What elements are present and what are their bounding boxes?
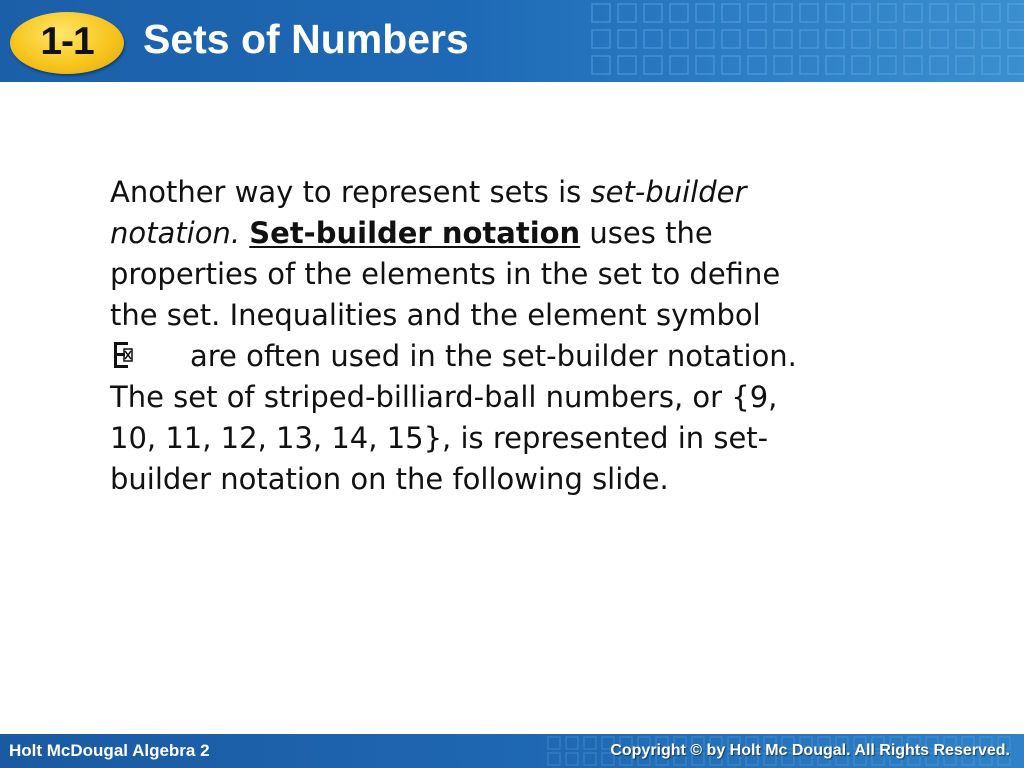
body-line-7: 10, 11, 12, 13, 14, 15}, is represented in set- (110, 421, 769, 455)
slide-title: Sets of Numbers (143, 16, 469, 62)
footer-book-title: Holt McDougal Algebra 2 (9, 741, 210, 760)
element-symbol-icon (110, 340, 136, 370)
header-grid-pattern (584, 0, 1024, 82)
slide-header (0, 0, 1024, 82)
body-line-3: properties of the elements in the set to define (110, 257, 781, 291)
slide-body (110, 172, 940, 500)
body-line-6: The set of striped-billiard-ball numbers, or {9, (110, 380, 778, 414)
vocabulary-term: Set-builder notation (249, 216, 581, 250)
body-line-4: the set. Inequalities and the element symbol (110, 298, 761, 332)
body-line-8: builder notation on the following slide. (110, 462, 669, 496)
italic-term: set-builder (590, 175, 747, 209)
body-text: uses the (580, 216, 713, 250)
body-text: Another way to represent sets is (110, 175, 591, 209)
lesson-number: 1-1 (40, 20, 94, 63)
body-line-2 (110, 213, 940, 254)
italic-term: notation. (110, 216, 241, 250)
body-line-5 (110, 336, 940, 377)
body-line-1 (110, 172, 940, 213)
body-text: are often used in the set-builder notation. (190, 339, 797, 373)
slide-footer (0, 734, 1024, 768)
footer-copyright: Copyright © by Holt Mc Dougal. All Rights Reserved. (610, 742, 1010, 759)
lesson-badge (10, 12, 124, 74)
